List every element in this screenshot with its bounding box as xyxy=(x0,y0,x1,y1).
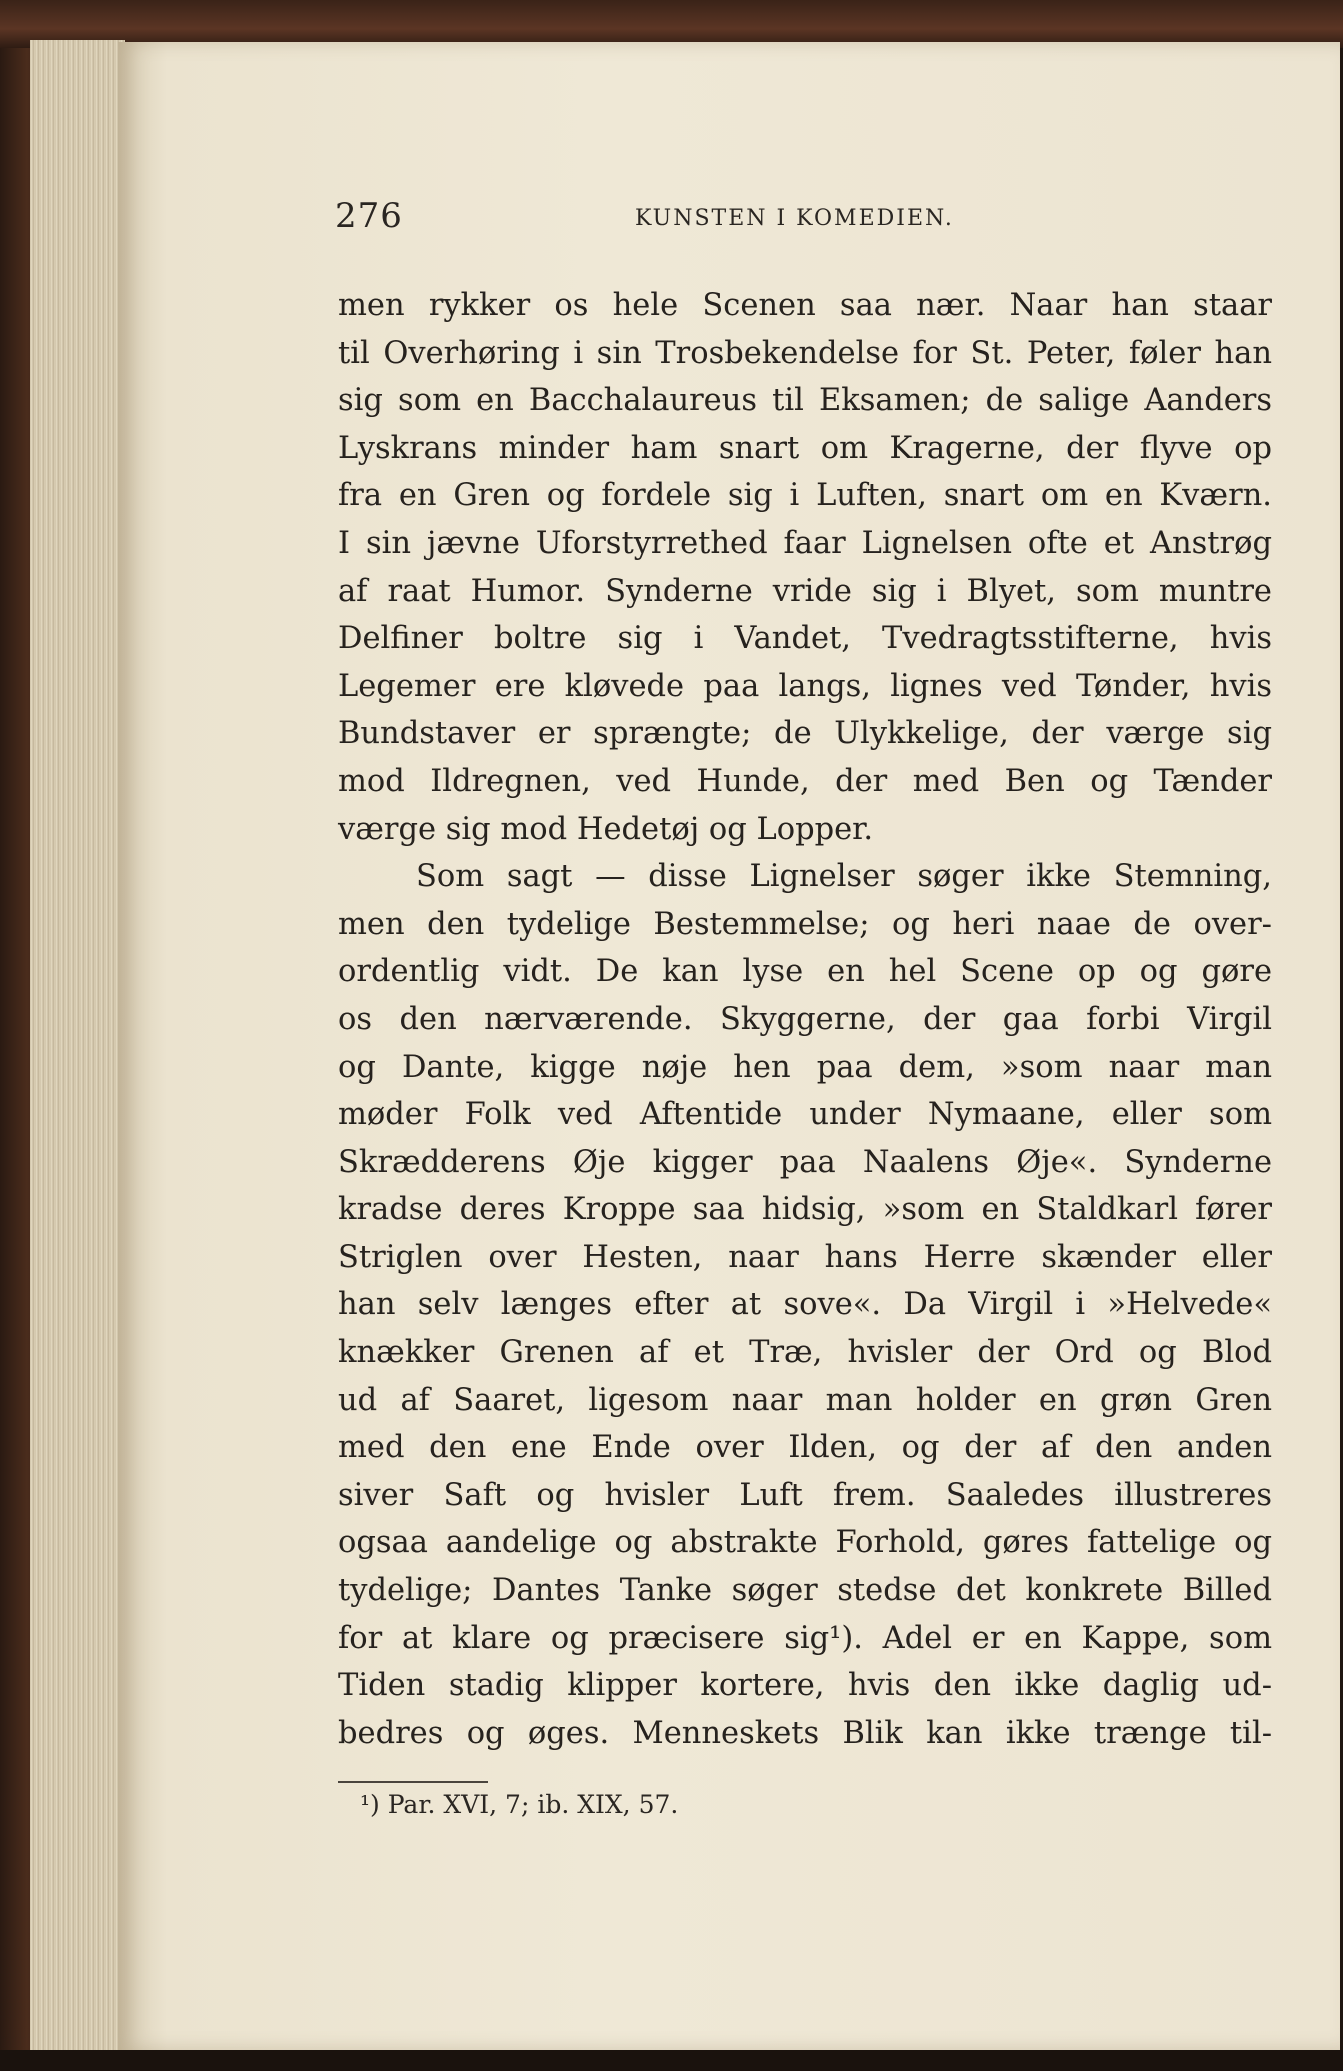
footnote: ¹) Par. XVI, 7; ib. XIX, 57. xyxy=(360,1790,679,1819)
text-line: kradse deres Kroppe saa hidsig, »som en Staldkarl fører xyxy=(338,1192,1272,1228)
text-line: sig som en Bacchalaureus til Eksamen; de salige Aanders xyxy=(338,383,1272,419)
body-text xyxy=(338,282,1272,1757)
text-line: siver Saft og hvisler Luft frem. Saaledes illustreres xyxy=(338,1477,1272,1513)
text-line: han selv længes efter at sove«. Da Virgil i »Helvede« xyxy=(338,1287,1272,1323)
text-line: værge sig mod Hedetøj og Lopper. xyxy=(338,811,874,847)
text-line: Skrædderens Øje kigger paa Naalens Øje«. Synderne xyxy=(338,1144,1272,1180)
text-line: Tiden stadig klipper kortere, hvis den ikke daglig ud- xyxy=(338,1668,1272,1704)
book-cover-edge xyxy=(0,0,1343,48)
text-line: mod Ildregnen, ved Hunde, der med Ben og Tænder xyxy=(338,763,1272,799)
text-line: og Dante, kigge nøje hen paa dem, »som naar man xyxy=(338,1049,1272,1085)
bottom-shadow xyxy=(0,2050,1343,2071)
footnote-rule xyxy=(338,1781,488,1783)
text-line: ud af Saaret, ligesom naar man holder en grøn Gren xyxy=(338,1382,1272,1418)
paragraph-start-line: Som sagt — disse Lignelser søger ikke Stemning, xyxy=(416,859,1272,895)
text-line: med den ene Ende over Ilden, og der af den anden xyxy=(338,1430,1272,1466)
text-line: knækker Grenen af et Træ, hvisler der Ord og Blod xyxy=(338,1335,1272,1371)
text-line: Striglen over Hesten, naar hans Herre skænder eller xyxy=(338,1239,1272,1275)
text-line: bedres og øges. Menneskets Blik kan ikke trænge til- xyxy=(338,1715,1272,1751)
text-line: til Overhøring i sin Trosbekendelse for St. Peter, føler han xyxy=(338,335,1272,371)
text-line: fra en Gren og fordele sig i Luften, snart om en Kværn. xyxy=(338,478,1272,514)
text-line: møder Folk ved Aftentide under Nymaane, eller som xyxy=(338,1097,1272,1133)
text-line: Lyskrans minder ham snart om Kragerne, der flyve op xyxy=(338,430,1272,466)
page-number: 276 xyxy=(335,196,403,236)
text-line: Bundstaver er sprængte; de Ulykkelige, der værge sig xyxy=(338,716,1272,752)
text-line: for at klare og præcisere sig¹). Adel er en Kappe, som xyxy=(338,1620,1272,1656)
text-line: I sin jævne Uforstyrrethed faar Lignelsen ofte et Anstrøg xyxy=(338,525,1272,561)
chapter-title: KUNSTEN I KOMEDIEN. xyxy=(635,206,954,231)
text-line: os den nærværende. Skyggerne, der gaa forbi Virgil xyxy=(338,1001,1272,1037)
text-line: Legemer ere kløvede paa langs, lignes ved Tønder, hvis xyxy=(338,668,1272,704)
text-line: men den tydelige Bestemmelse; og heri naae de over- xyxy=(338,906,1272,942)
text-line: Delfiner boltre sig i Vandet, Tvedragtsstifterne, hvis xyxy=(338,621,1272,657)
text-line: ogsaa aandelige og abstrakte Forhold, gøres fattelige og xyxy=(338,1525,1272,1561)
text-line: af raat Humor. Synderne vride sig i Blyet, som muntre xyxy=(338,573,1272,609)
running-head xyxy=(335,196,1275,246)
text-line: men rykker os hele Scenen saa nær. Naar han staar xyxy=(338,288,1272,323)
page-stack-edges xyxy=(30,40,125,2050)
text-line: ordentlig vidt. De kan lyse en hel Scene op og gøre xyxy=(338,954,1272,990)
text-line: tydelige; Dantes Tanke søger stedse det konkrete Billed xyxy=(338,1573,1272,1609)
